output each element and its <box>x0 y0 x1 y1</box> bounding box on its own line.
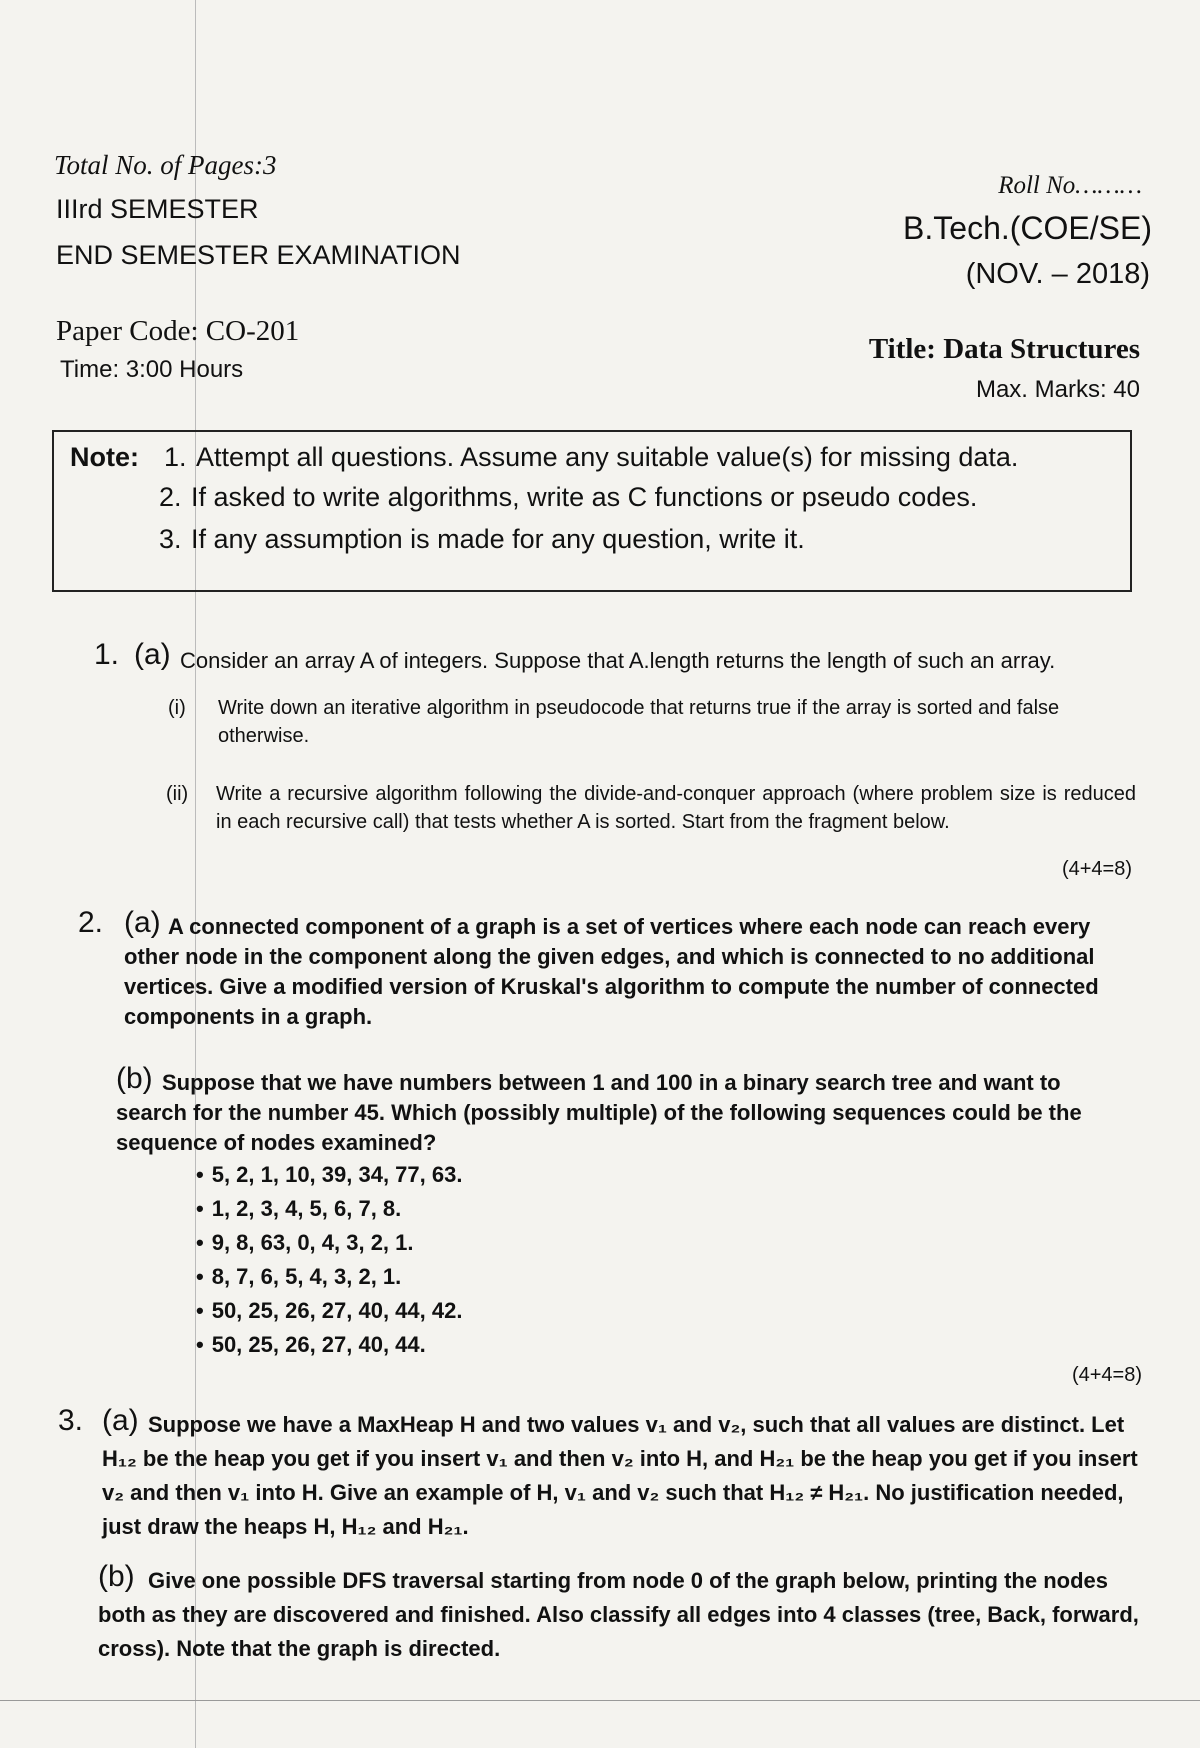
sequence-item: • 50, 25, 26, 27, 40, 44, 42. <box>196 1298 462 1332</box>
question-1-i-text: Write down an iterative algorithm in pseudocode that returns true if the array is sorted and false otherwise. <box>218 697 1060 747</box>
exam-time: Time: 3:00 Hours <box>60 356 244 383</box>
question-1a-label: (a) <box>134 638 171 671</box>
paper-title: Title: Data Structures <box>868 333 1140 365</box>
question-2a-label: (a) <box>124 906 161 939</box>
note-number: 1. <box>164 442 187 472</box>
sequence-item: • 9, 8, 63, 0, 4, 3, 2, 1. <box>196 1230 462 1264</box>
note-text: Attempt all questions. Assume any suitable value(s) for missing data. <box>196 442 1019 472</box>
note-box <box>52 430 1132 592</box>
question-3a-label: (a) <box>102 1404 139 1437</box>
question-1-number: 1. <box>94 638 120 671</box>
sequence-list <box>196 1162 462 1366</box>
note-label: Note: <box>70 442 139 472</box>
bottom-edge-line <box>0 1700 1200 1701</box>
note-text: If asked to write algorithms, write as C functions or pseudo codes. <box>191 482 978 512</box>
question-1-marks: (4+4=8) <box>1061 858 1132 880</box>
sequence-item: • 50, 25, 26, 27, 40, 44. <box>196 1332 462 1366</box>
question-2b-label: (b) <box>116 1062 153 1095</box>
paper-code: Paper Code: CO-201 <box>56 315 300 347</box>
question-2b-text: Suppose that we have numbers between 1 and 100 in a binary search tree and want to search for the number 45. Which (possibly multiple) of the following sequences could be the sequence of nodes examined? <box>116 1070 1082 1155</box>
question-3a-text: Suppose we have a MaxHeap H and two values v₁ and v₂, such that all values are distinct. Let H₁₂ be the heap you get if you insert v₁ and then v₂ into H, and H₂₁ be the heap you get if you insert v₂ and then v₁ into H. Give an example of H, v₁ and v₂ such that H₁₂ ≠ H₂₁. No justification needed, just draw the heaps H, H₁₂ and H₂₁. <box>102 1412 1138 1539</box>
note-item <box>159 524 805 555</box>
question-1-ii-text: Write a recursive algorithm following the divide-and-conquer approach (where problem size is reduced in each recursive call) that tests whether A is sorted. Start from the fragment below. <box>216 783 1136 833</box>
question-3b-text: Give one possible DFS traversal starting from node 0 of the graph below, printing the nodes both as they are discovered and finished. Also classify all edges into 4 classes (tree, Back, forward, cross). Note that the graph is directed. <box>98 1568 1139 1661</box>
question-2a-text: A connected component of a graph is a set of vertices where each node can reach every other node in the component along the given edges, and which is connected to no additional vertices. Give a modified version of Kruskal's algorithm to compute the number of connected components in a graph. <box>124 914 1099 1029</box>
question-2-number: 2. <box>78 906 104 939</box>
question-1-i-label: (i) <box>168 697 186 719</box>
exam-date: (NOV. – 2018) <box>965 258 1150 290</box>
note-text: If any assumption is made for any question, write it. <box>191 524 805 554</box>
degree: B.Tech.(COE/SE) <box>903 210 1152 246</box>
question-1a-text: Consider an array A of integers. Suppose that A.length returns the length of such an array. <box>180 648 1056 673</box>
question-3b-label: (b) <box>98 1560 135 1593</box>
note-item <box>159 482 977 513</box>
question-1-ii-label: (ii) <box>166 783 189 805</box>
sequence-item: • 8, 7, 6, 5, 4, 3, 2, 1. <box>196 1264 462 1298</box>
roll-no: Roll No……… <box>998 172 1142 199</box>
note-item <box>164 442 1018 473</box>
question-2-marks: (4+4=8) <box>1071 1364 1142 1386</box>
note-number: 3. <box>159 524 182 554</box>
exam-title: END SEMESTER EXAMINATION <box>56 240 461 270</box>
sequence-item: • 1, 2, 3, 4, 5, 6, 7, 8. <box>196 1196 462 1230</box>
max-marks: Max. Marks: 40 <box>975 376 1140 403</box>
question-3-number: 3. <box>58 1404 84 1437</box>
total-pages: Total No. of Pages:3 <box>54 150 277 180</box>
sequence-item: • 5, 2, 1, 10, 39, 34, 77, 63. <box>196 1162 462 1196</box>
semester: IIIrd SEMESTER <box>56 194 259 224</box>
note-number: 2. <box>159 482 182 512</box>
